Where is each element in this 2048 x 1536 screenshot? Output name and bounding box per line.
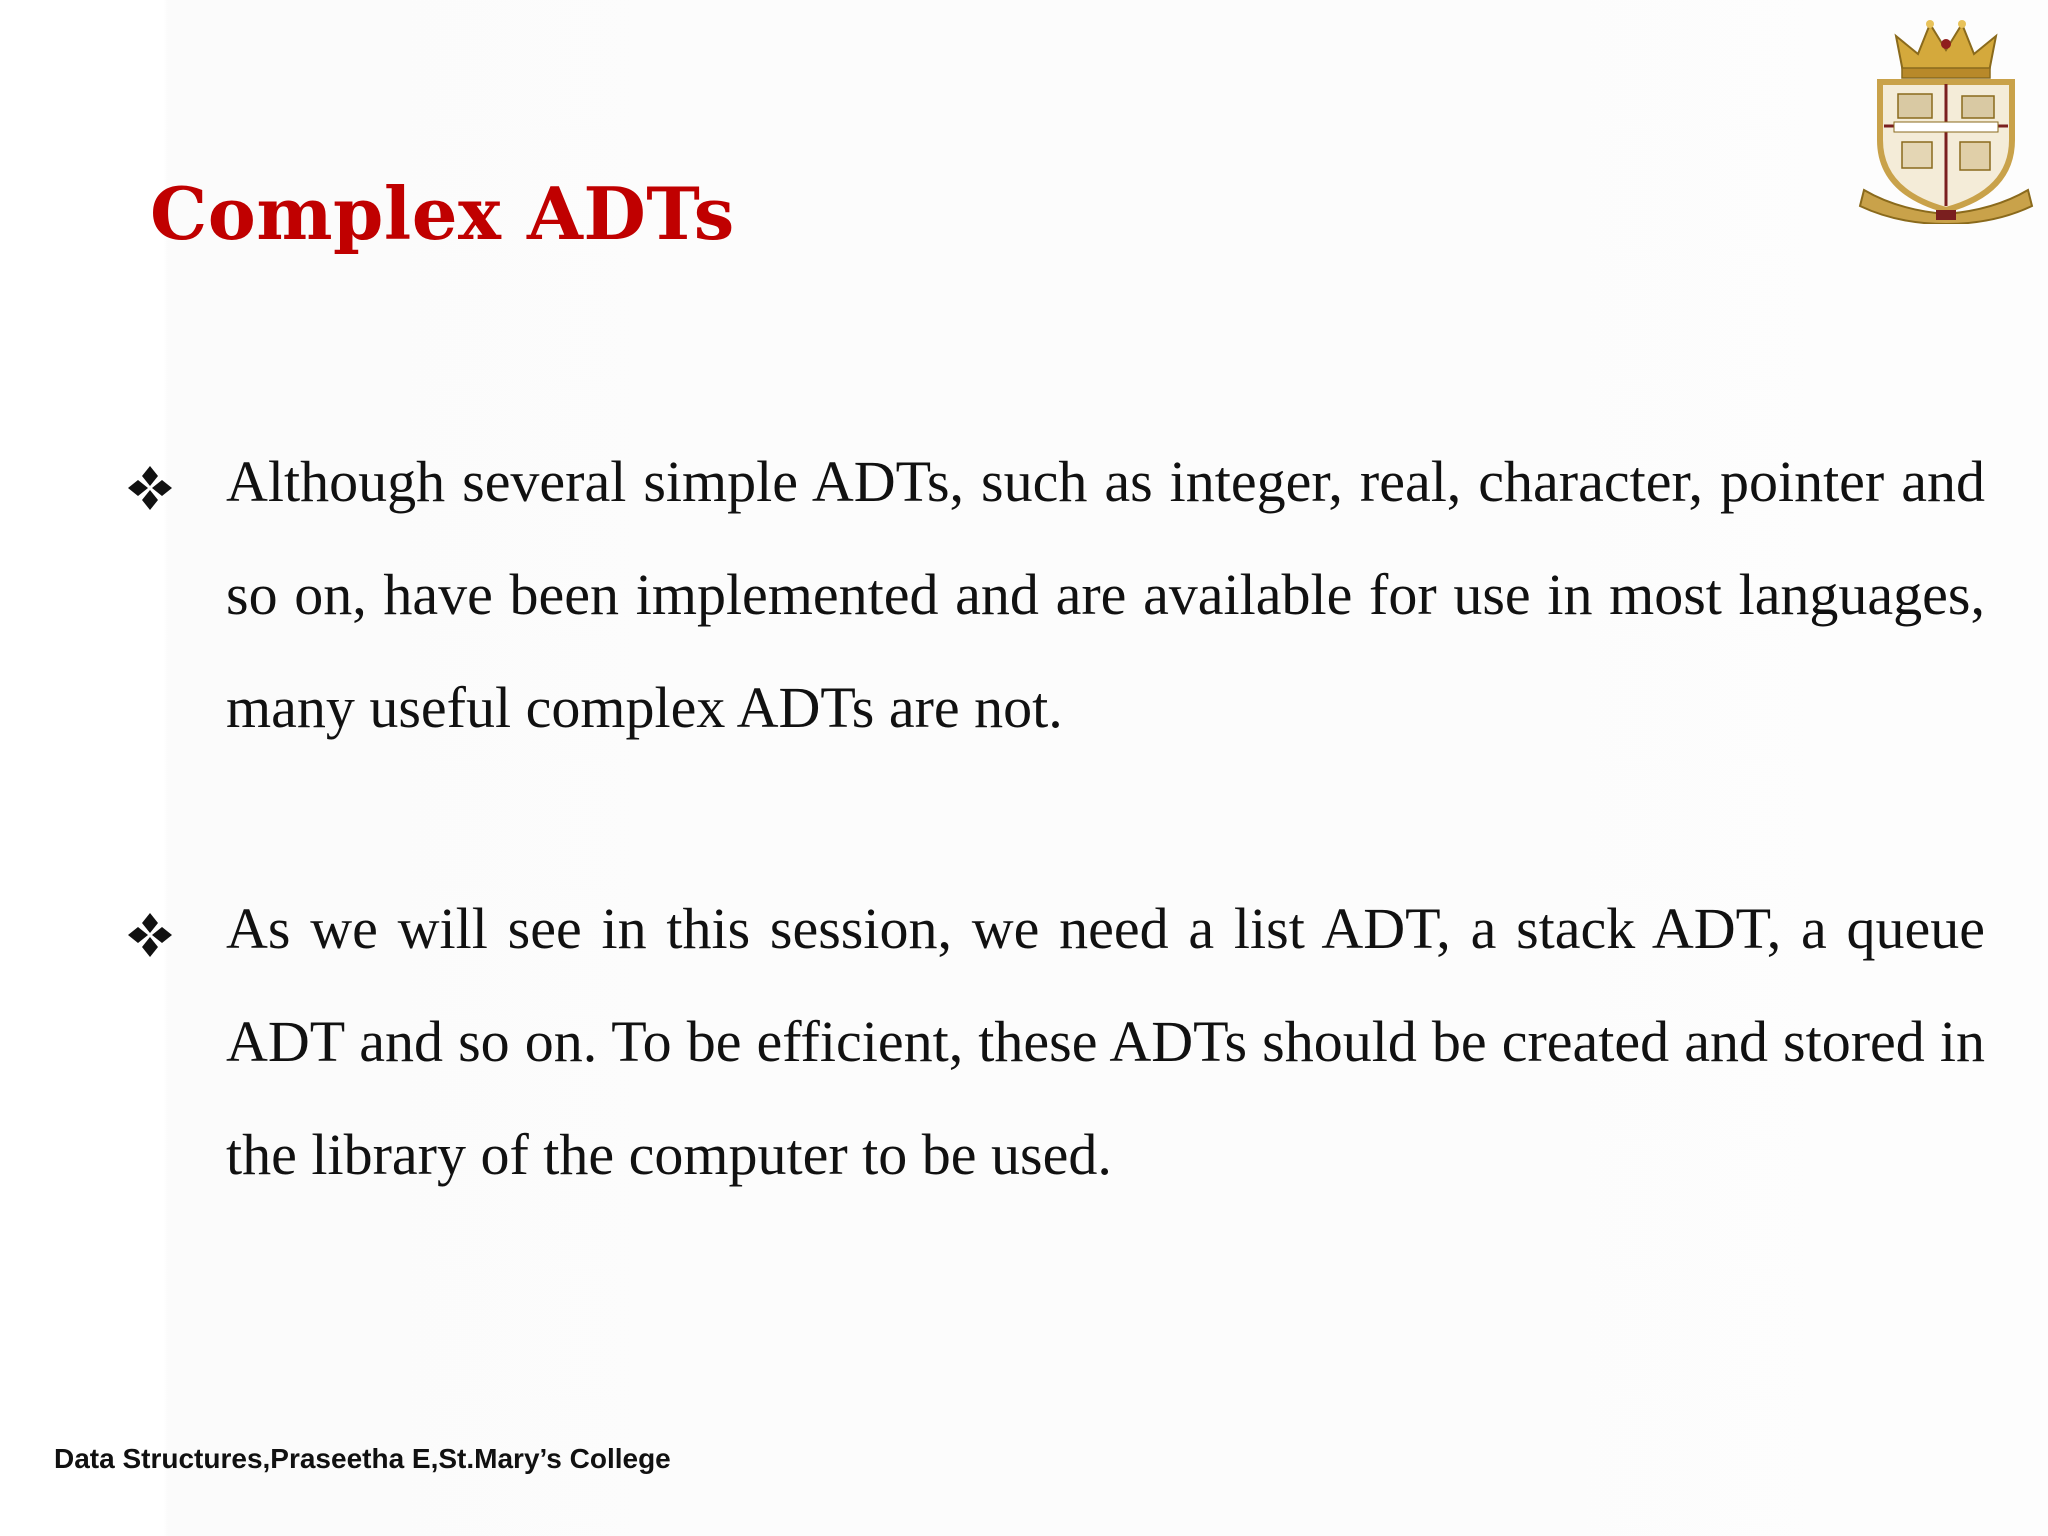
slide-title: Complex ADTs xyxy=(150,171,735,256)
college-crest-logo xyxy=(1858,14,2034,224)
bullet-text: Although several simple ADTs, such as integer, real, character, pointer and so on, have been implemented and are available for use in most languages, many useful complex ADTs are not. xyxy=(226,449,1985,740)
footer-text: Data Structures,Praseetha E,St.Mary’s College xyxy=(54,1443,671,1474)
bullet-item xyxy=(125,425,1985,764)
shield-icon xyxy=(1880,82,2012,210)
crown-icon xyxy=(1896,20,1996,78)
diamond-bullet-icon xyxy=(125,463,175,513)
bullet-text: As we will see in this session, we need a list ADT, a stack ADT, a queue ADT and so on. To be efficient, these ADTs should be created and stored in the library of the computer to be used. xyxy=(226,896,1985,1187)
diamond-bullet-icon xyxy=(125,910,175,960)
bullet-list xyxy=(125,425,1985,1319)
bullet-item xyxy=(125,872,1985,1211)
